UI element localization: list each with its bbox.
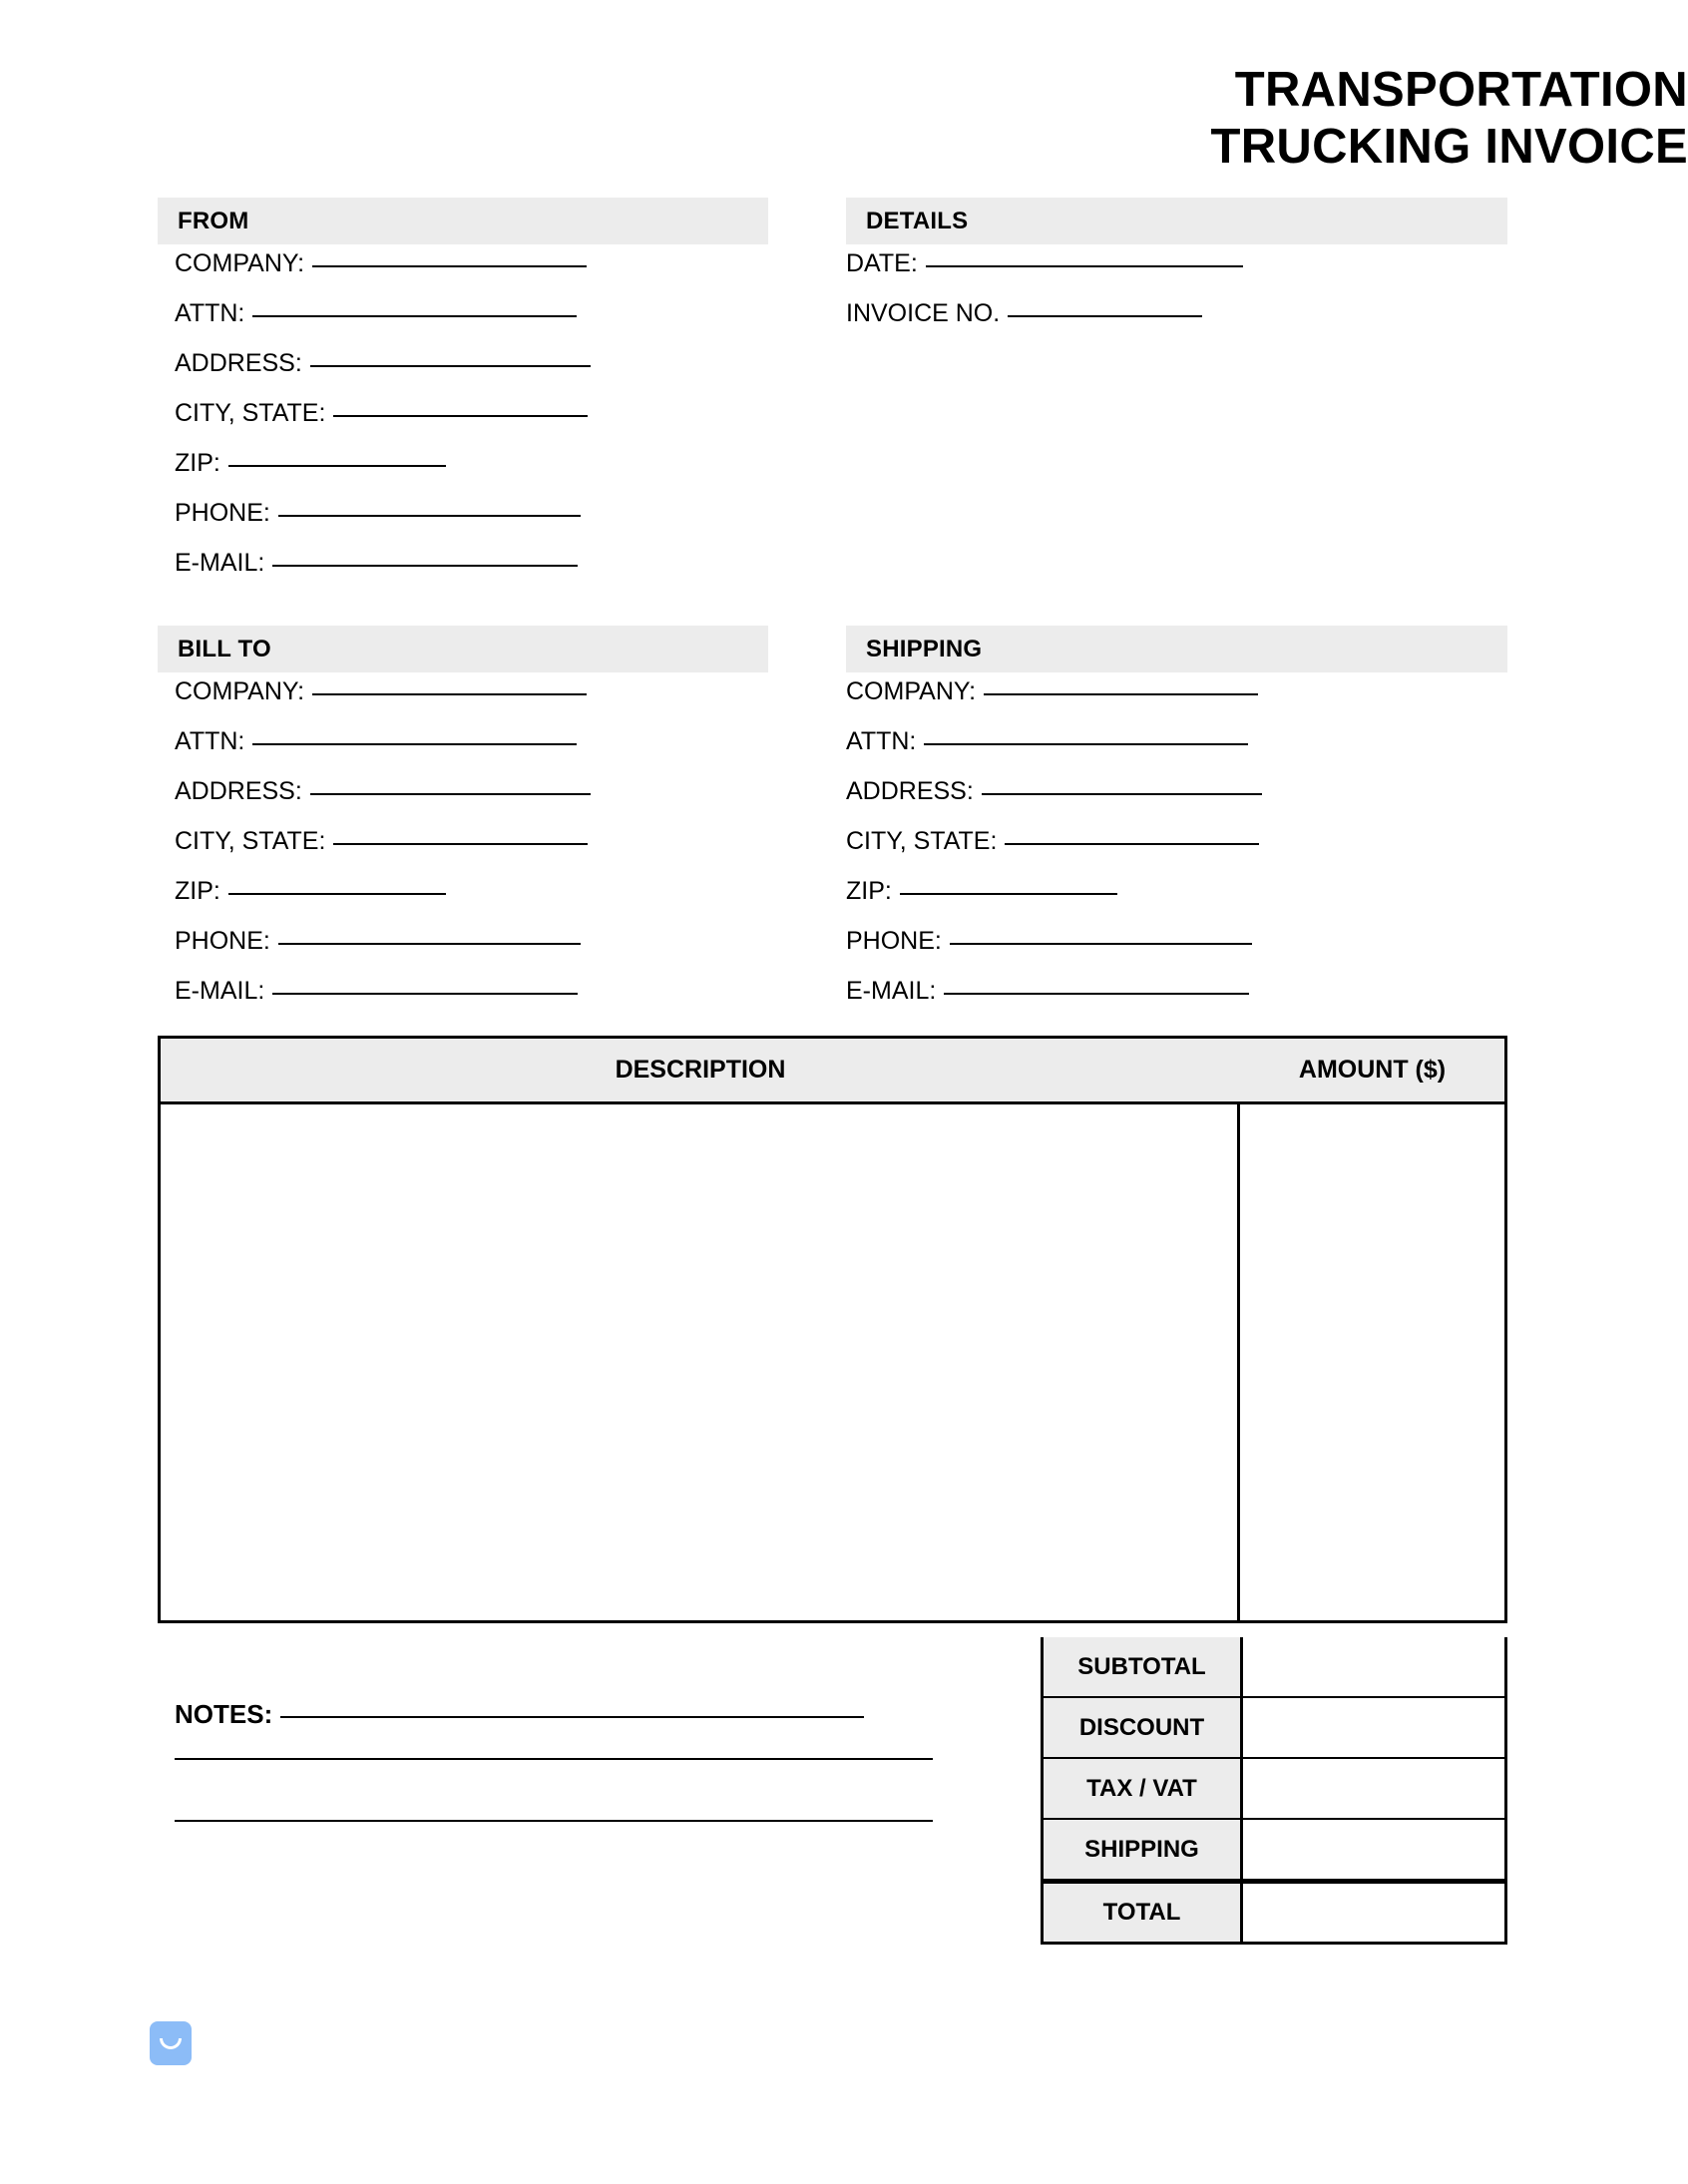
details-fields <box>846 251 1243 351</box>
field-label: INVOICE NO. <box>846 299 1001 327</box>
field-input-line[interactable] <box>926 265 1243 267</box>
totals-row <box>1044 1881 1504 1942</box>
field-row <box>175 879 591 929</box>
line-items-table <box>158 1036 1507 1623</box>
field-input-line[interactable] <box>944 993 1249 995</box>
amount-entry-area[interactable] <box>1240 1104 1504 1620</box>
totals-row-label: TOTAL <box>1044 1884 1243 1942</box>
field-input-line[interactable] <box>312 265 587 267</box>
field-row <box>846 779 1262 829</box>
field-label: ZIP: <box>175 449 220 477</box>
notes-row-3 <box>175 1825 1003 1887</box>
field-label: ZIP: <box>175 877 220 905</box>
notes-input-line-3[interactable] <box>175 1820 933 1822</box>
field-input-line[interactable] <box>333 415 588 417</box>
field-input-line[interactable] <box>228 893 446 895</box>
field-label: DATE: <box>846 249 918 277</box>
totals-row <box>1044 1698 1504 1759</box>
totals-row-label: SUBTOTAL <box>1044 1637 1243 1696</box>
title-line-1: TRANSPORTATION <box>1234 63 1688 117</box>
totals-row <box>1044 1820 1504 1881</box>
totals-row-value[interactable] <box>1243 1698 1504 1757</box>
field-label: CITY, STATE: <box>175 399 326 427</box>
field-input-line[interactable] <box>272 993 578 995</box>
section-header-bill-to-label: BILL TO <box>178 635 271 662</box>
section-header-shipping <box>846 626 1507 672</box>
field-input-line[interactable] <box>1008 315 1202 317</box>
field-input-line[interactable] <box>1005 843 1259 845</box>
field-row <box>846 929 1262 979</box>
field-label: ADDRESS: <box>175 349 302 377</box>
field-input-line[interactable] <box>278 515 581 517</box>
field-row <box>175 929 591 979</box>
field-input-line[interactable] <box>333 843 588 845</box>
totals-row-label: TAX / VAT <box>1044 1759 1243 1818</box>
field-row <box>175 729 591 779</box>
totals-row <box>1044 1759 1504 1820</box>
notes-block <box>175 1701 1003 1887</box>
field-row <box>175 401 591 451</box>
field-row <box>846 829 1262 879</box>
field-label: E-MAIL: <box>846 977 937 1005</box>
field-row <box>846 979 1262 1029</box>
field-label: ATTN: <box>175 299 245 327</box>
from-fields <box>175 251 591 601</box>
notes-input-line-1[interactable] <box>280 1716 864 1718</box>
section-header-from-label: FROM <box>178 207 249 234</box>
field-label: ZIP: <box>846 877 892 905</box>
shipping-fields <box>846 679 1262 1029</box>
field-label: ADDRESS: <box>846 777 974 805</box>
field-row <box>175 301 591 351</box>
section-header-details <box>846 198 1507 244</box>
title-line-2: TRUCKING INVOICE <box>1210 119 1688 174</box>
field-row <box>846 729 1262 779</box>
totals-row-label: DISCOUNT <box>1044 1698 1243 1757</box>
field-input-line[interactable] <box>228 465 446 467</box>
field-label: COMPANY: <box>175 677 305 705</box>
page-title <box>162 62 1688 176</box>
field-input-line[interactable] <box>252 315 577 317</box>
field-label: CITY, STATE: <box>846 827 998 855</box>
totals-row-value[interactable] <box>1243 1759 1504 1818</box>
field-row <box>175 779 591 829</box>
field-input-line[interactable] <box>982 793 1262 795</box>
field-label: COMPANY: <box>846 677 977 705</box>
field-input-line[interactable] <box>310 793 591 795</box>
totals-row-value[interactable] <box>1243 1637 1504 1696</box>
field-row <box>175 451 591 501</box>
field-input-line[interactable] <box>272 565 578 567</box>
smiley-square-logo-icon <box>150 2021 192 2065</box>
field-input-line[interactable] <box>924 743 1248 745</box>
field-row <box>175 979 591 1029</box>
field-row <box>846 879 1262 929</box>
section-header-bill-to <box>158 626 768 672</box>
field-row <box>846 301 1243 351</box>
section-header-details-label: DETAILS <box>866 207 969 234</box>
field-input-line[interactable] <box>310 365 591 367</box>
notes-row-2 <box>175 1763 1003 1825</box>
field-row <box>846 679 1262 729</box>
field-label: ADDRESS: <box>175 777 302 805</box>
field-input-line[interactable] <box>900 893 1117 895</box>
field-label: E-MAIL: <box>175 549 265 577</box>
field-label: PHONE: <box>846 927 942 955</box>
totals-row-value[interactable] <box>1243 1884 1504 1942</box>
section-header-shipping-label: SHIPPING <box>866 635 983 662</box>
bill-to-fields <box>175 679 591 1029</box>
field-label: ATTN: <box>175 727 245 755</box>
field-row <box>175 829 591 879</box>
field-input-line[interactable] <box>252 743 577 745</box>
column-header-amount: AMOUNT ($) <box>1298 1056 1447 1084</box>
totals-row <box>1044 1637 1504 1698</box>
totals-row-label: SHIPPING <box>1044 1820 1243 1879</box>
totals-row-value[interactable] <box>1243 1820 1504 1879</box>
line-items-body <box>161 1104 1504 1620</box>
description-entry-area[interactable] <box>161 1104 1240 1620</box>
field-input-line[interactable] <box>312 693 587 695</box>
field-row <box>175 351 591 401</box>
field-input-line[interactable] <box>278 943 581 945</box>
field-row <box>175 679 591 729</box>
field-input-line[interactable] <box>984 693 1258 695</box>
field-row <box>846 251 1243 301</box>
totals-table <box>1041 1637 1507 1945</box>
field-label: E-MAIL: <box>175 977 265 1005</box>
field-label: CITY, STATE: <box>175 827 326 855</box>
line-items-header-row <box>161 1039 1504 1104</box>
notes-input-line-2[interactable] <box>175 1758 933 1760</box>
notes-label: NOTES: <box>175 1699 273 1729</box>
field-label: PHONE: <box>175 499 270 527</box>
smile-arc-icon <box>160 2038 182 2049</box>
section-header-from <box>158 198 768 244</box>
field-row <box>175 251 591 301</box>
field-label: PHONE: <box>175 927 270 955</box>
field-row <box>175 551 591 601</box>
notes-row-1 <box>175 1701 1003 1763</box>
field-label: ATTN: <box>846 727 917 755</box>
field-row <box>175 501 591 551</box>
field-label: COMPANY: <box>175 249 305 277</box>
field-input-line[interactable] <box>950 943 1252 945</box>
column-header-description: DESCRIPTION <box>615 1056 786 1084</box>
